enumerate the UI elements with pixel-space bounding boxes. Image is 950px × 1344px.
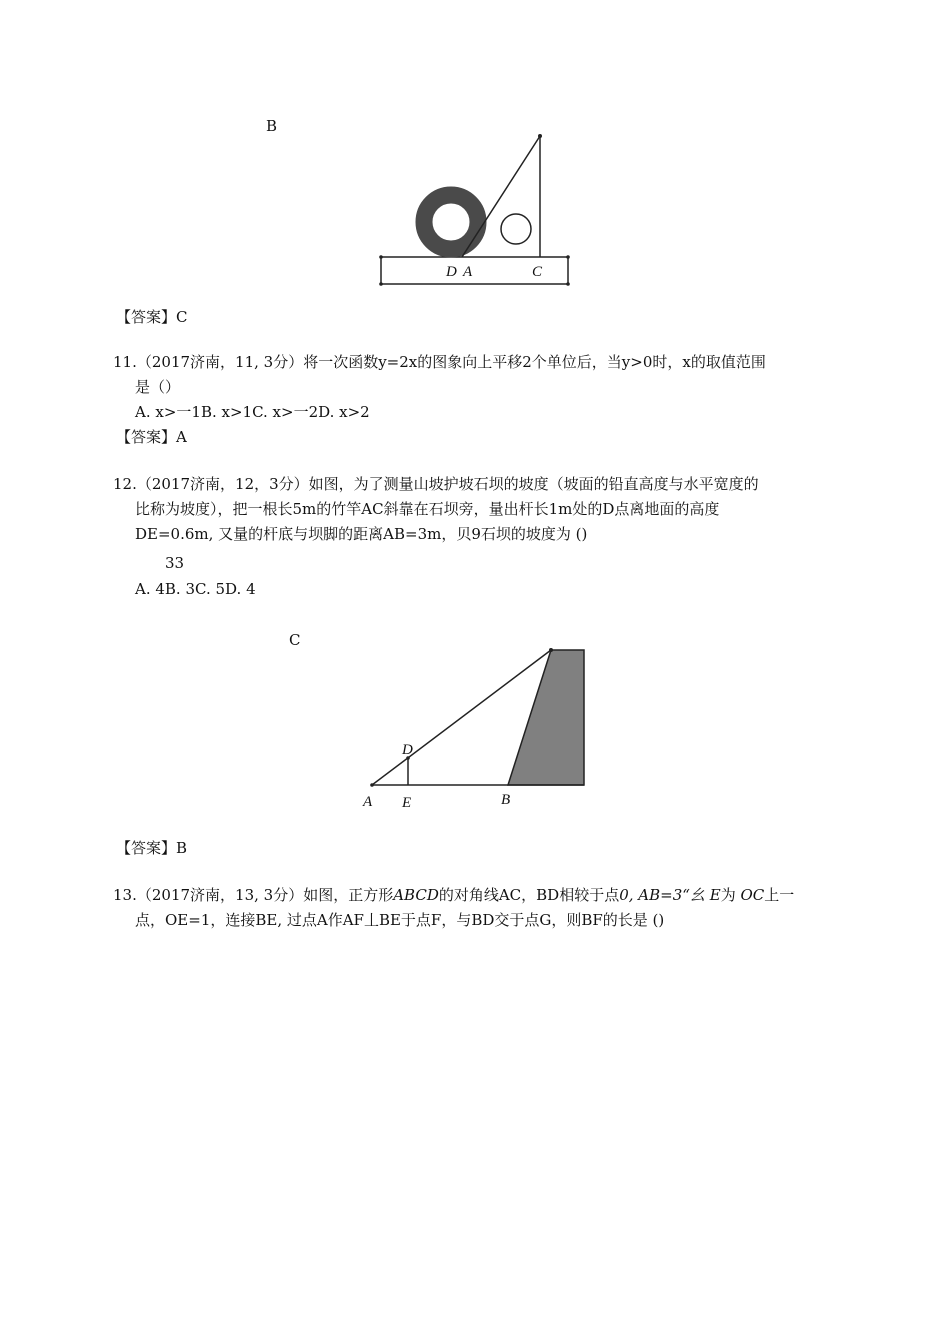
figure1-base-corner-br xyxy=(566,282,570,286)
figure1-base-corner-tr xyxy=(566,255,570,259)
q13-line1-part-b: ABCD xyxy=(393,886,439,904)
figure1-inner-circle xyxy=(501,214,531,244)
figure2-label-b: B xyxy=(501,792,511,808)
q11-options: A. x>一1B. x>1C. x>一2D. x>2 xyxy=(135,403,370,421)
figure2-diagram xyxy=(0,630,950,830)
q12-line2: 比称为坡度），把一根长5m的竹竿AC斜靠在石坝旁，量出杆长1m处的D点离地面的高度 xyxy=(135,500,720,518)
q13-line1 xyxy=(113,885,794,905)
figure2-top-label: C xyxy=(289,631,301,649)
figure2-dam xyxy=(508,650,584,785)
q12-answer: 【答案】B xyxy=(116,839,188,857)
q13-line1-part-a: 13.（2017济南，13, 3分）如图，正方形 xyxy=(113,886,394,904)
figure1-ring xyxy=(424,195,478,249)
figure1-label-d: D xyxy=(446,264,457,280)
figure1-diagram xyxy=(0,0,950,300)
q13-line1-part-c: 的对角线AC，BD相较于点 xyxy=(438,886,620,904)
figure1-apex-point xyxy=(538,134,542,138)
answer-10: 【答案】C xyxy=(116,308,188,326)
figure1-label-c: C xyxy=(532,264,543,280)
q11-line2: 是（） xyxy=(135,378,181,396)
q11-line1: 11.（2017济南，11, 3分）将一次函数y=2x的图象向上平移2个单位后，当y>0时，x的取值范围 xyxy=(113,353,766,371)
figure1-base-corner-tl xyxy=(379,255,383,259)
q13-line1-part-e: 幺 xyxy=(689,886,705,904)
figure2-label-d: D xyxy=(402,742,413,758)
figure1-base-corner-bl xyxy=(379,282,383,286)
figure2-point-c xyxy=(549,648,553,652)
figure2-label-a: A xyxy=(363,794,373,810)
q12-line1: 12.（2017济南，12，3分）如图，为了测量山坡护坡石坝的坡度（坡面的铅直高度与水平宽度的 xyxy=(113,475,759,493)
figure2-label-e: E xyxy=(402,795,412,811)
q12-options: A. 4B. 3C. 5D. 4 xyxy=(135,580,256,598)
q13-line1-part-d: 0, AB=3“ xyxy=(619,886,690,904)
q13-line1-part-f: E xyxy=(709,886,721,904)
q13-line2: 点，OE=1，连接BE, 过点A作AF丄BE于点F，与BD交于点G，则BF的长是 () xyxy=(135,911,665,929)
figure1-top-label: B xyxy=(266,117,278,135)
q13-line1-part-i: 上一 xyxy=(764,886,795,904)
figure1-label-a: A xyxy=(463,264,473,280)
q13-line1-part-g: 为 xyxy=(720,886,736,904)
q11-answer: 【答案】A xyxy=(116,428,187,446)
figure2-point-a xyxy=(370,783,374,787)
q13-line1-part-h: OC xyxy=(740,886,765,904)
q12-line3: DE=0.6m, 又量的杆底与坝脚的距离AB=3m，贝9石坝的坡度为 () xyxy=(135,525,588,543)
q12-fraction-denoms: 33 xyxy=(165,554,185,572)
